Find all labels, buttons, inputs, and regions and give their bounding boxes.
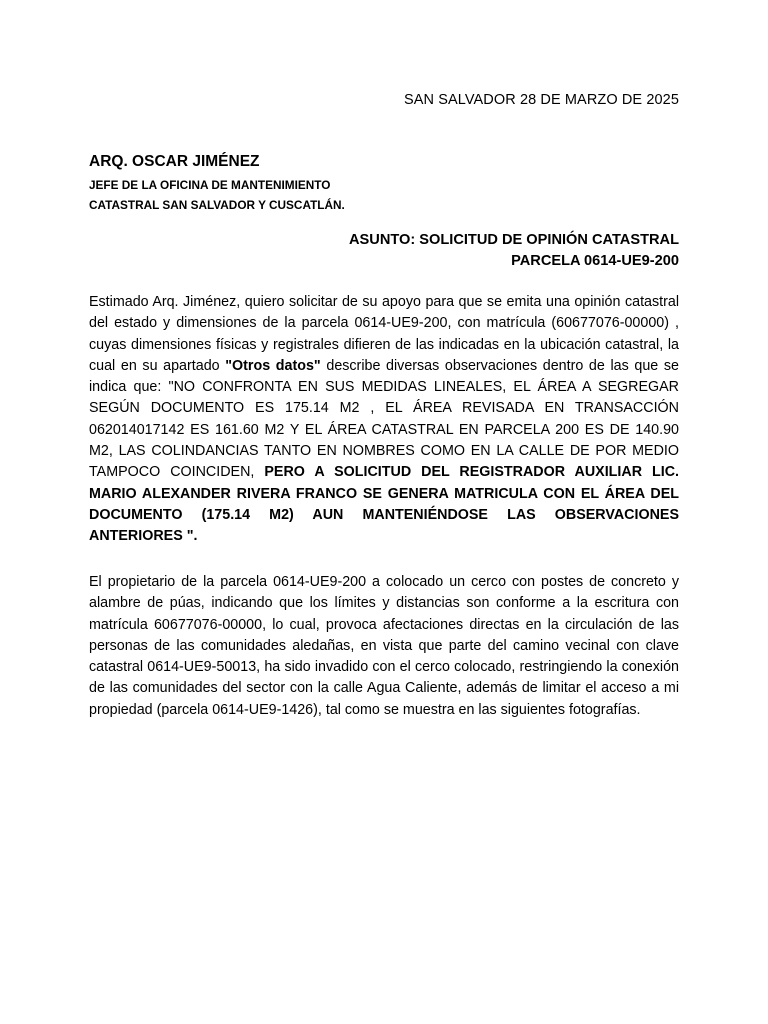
otros-datos-bold: "Otros datos" [225,357,321,374]
subject-block [349,230,679,271]
letter-date: SAN SALVADOR 28 DE MARZO DE 2025 [403,92,679,108]
paragraph-1-bold-ending: PERO A SOLICITUD DEL REGISTRADOR AUXILIAR LIC. MARIO ALEXANDER RIVERA FRANCO SE GENERA MATRICULA CON EL ÁREA DEL DOCUMENTO (175.14 M2) AUN MANTENIÉNDOSE LAS OBSERVACIONES ANTERIORES ". [89,464,679,545]
body-paragraph-1 [89,292,679,548]
recipient-title-line-1: JEFE DE LA OFICINA DE MANTENIMIENTO [89,178,331,192]
subject-line-1: ASUNTO: SOLICITUD DE OPINIÓN CATASTRAL [349,232,679,248]
paragraph-1-text-part-2: describe diversas observaciones dentro de las que se indica que: "NO CONFRONTA EN SUS MEDIDAS LINEALES, EL ÁREA A SEGREGAR SEGÚN DOCUMENTO ES 175.14 M2 , EL ÁREA REVISADA EN TRANSACCIÓN 062014017142 ES 161.60 M2 Y EL ÁREA CATASTRAL EN PARCELA 200 ES DE 140.90 M2, LAS COLINDANCIAS TANTO EN NOMBRES COMO EN LA CALLE DE POR MEDIO TAMPOCO COINCIDEN, [89,357,679,481]
recipient-block [89,152,679,215]
subject-line-2: PARCELA 0614-UE9-200 [511,252,679,269]
recipient-title-line-2: CATASTRAL SAN SALVADOR Y CUSCATLÁN. [89,198,345,212]
body-paragraph-2: El propietario de la parcela 0614-UE9-200 a colocado un cerco con postes de concreto y alambre de púas, indicando que los límites y distancias son conforme a la escritura con matrícula 60677076-00000, lo cual, provoca afectaciones directas en la circulación de las personas de las comunidades aledañas, en vista que parte del camino vecinal con clave catastral 0614-UE9-50013, ha sido invadido con el cerco colocado, restringiendo la conexión de las comunidades del sector con la calle Agua Caliente, además de limitar el acceso a mi propiedad (parcela 0614-UE9-1426), tal como se muestra en las siguientes fotografías. [89,574,679,718]
recipient-name: ARQ. OSCAR JIMÉNEZ [89,153,260,170]
paragraph-1-text-part-1: Estimado Arq. Jiménez, quiero solicitar de su apoyo para que se emita una opinión catastral del estado y dimensiones de la parcela 0614-UE9-200, con matrícula (60677076-00000) , cuyas dimensiones físicas y registrales difieren de las indicadas en la ubicación catastral, la cual en su apartado [89,294,679,374]
